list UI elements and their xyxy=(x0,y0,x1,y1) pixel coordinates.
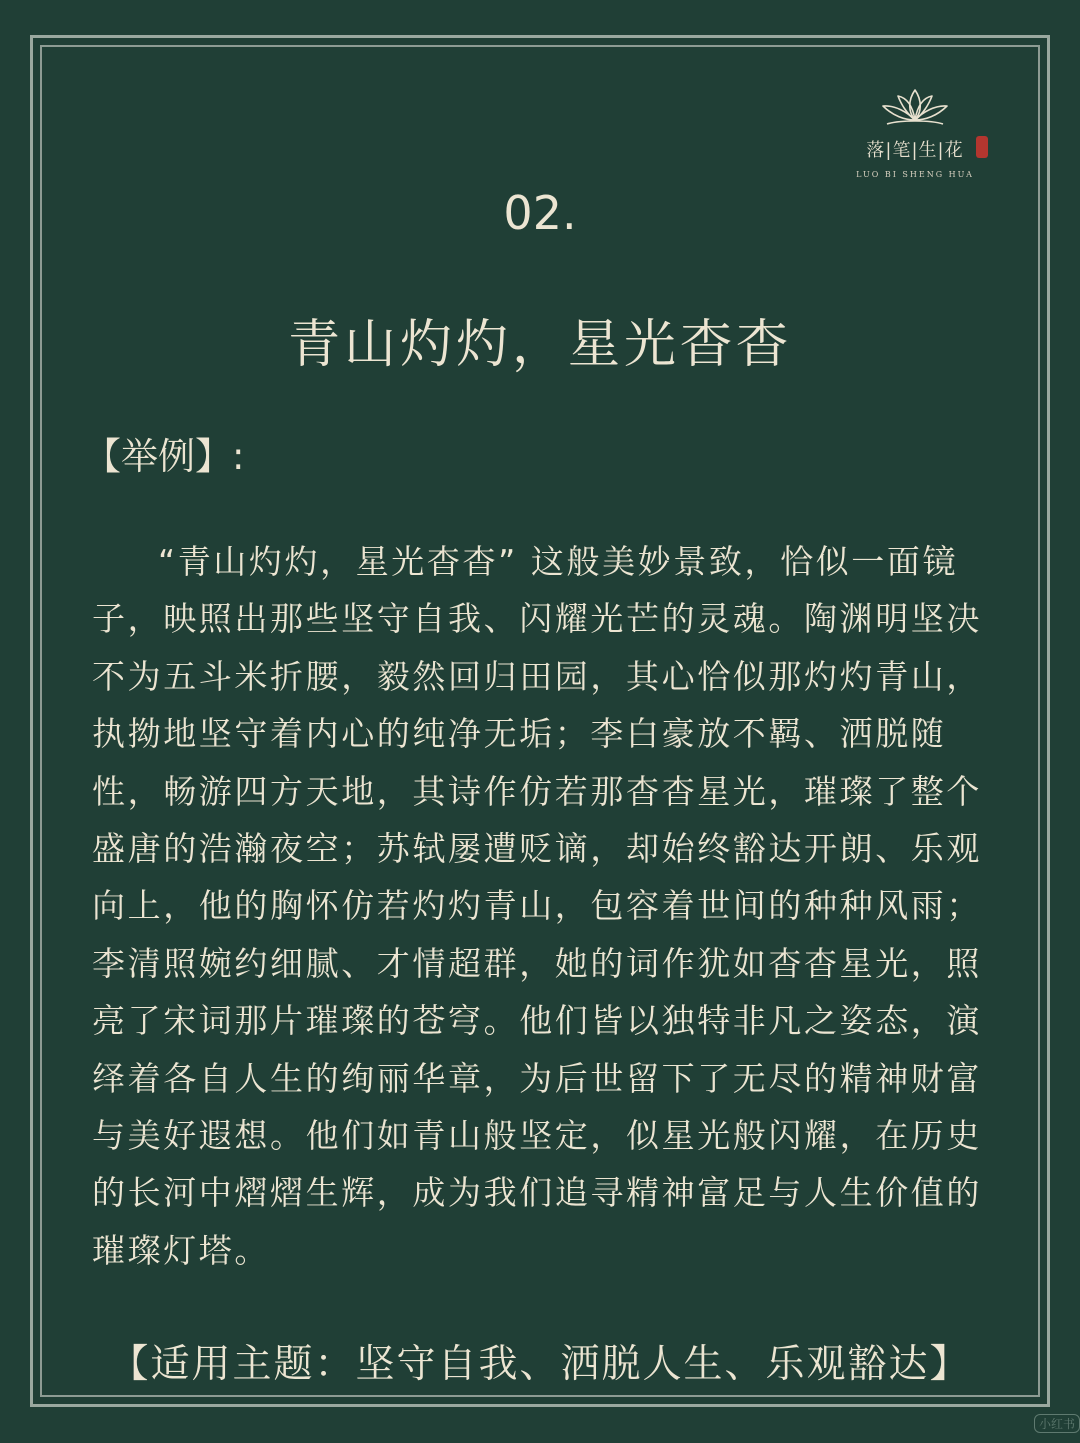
red-seal-stamp xyxy=(976,136,988,158)
page-title: 青山灼灼，星光杳杳 xyxy=(287,315,792,375)
example-heading: 【举例】: xyxy=(84,435,245,478)
lotus-icon xyxy=(877,86,953,130)
applicable-topics: 【适用主题：坚守自我、洒脱人生、乐观豁达】 xyxy=(109,1342,971,1387)
brand-pinyin: LUO BI SHENG HUA xyxy=(856,170,974,179)
watermark-badge: 小红书 xyxy=(1034,1414,1080,1433)
brand-logo xyxy=(840,86,990,186)
brand-name: 落|笔|生|花 xyxy=(866,140,964,161)
section-number: 02. xyxy=(503,186,577,240)
example-paragraph: “青山灼灼，星光杳杳” 这般美妙景致，恰似一面镜子，映照出那些坚守自我、闪耀光芒的灵魂。陶渊明坚决不为五斗米折腰，毅然回归田园，其心恰似那灼灼青山，执拗地坚守着内心的纯净无垢；李白豪放不羁、洒脱随性，畅游四方天地，其诗作仿若那杳杳星光，璀璨了整个盛唐的浩瀚夜空；苏轼屡遭贬谪，却始终豁达开朗、乐观向上，他的胸怀仿若灼灼青山，包容着世间的种种风雨；李清照婉约细腻、才情超群，她的词作犹如杳杳星光，照亮了宋词那片璀璨的苍穹。他们皆以独特非凡之姿态，演绎着各自人生的绚丽华章，为后世留下了无尽的精神财富与美好遐想。他们如青山般坚定，似星光般闪耀，在历史的长河中熠熠生辉，成为我们追寻精神富足与人生价值的璀璨灯塔。 xyxy=(92,542,982,1270)
